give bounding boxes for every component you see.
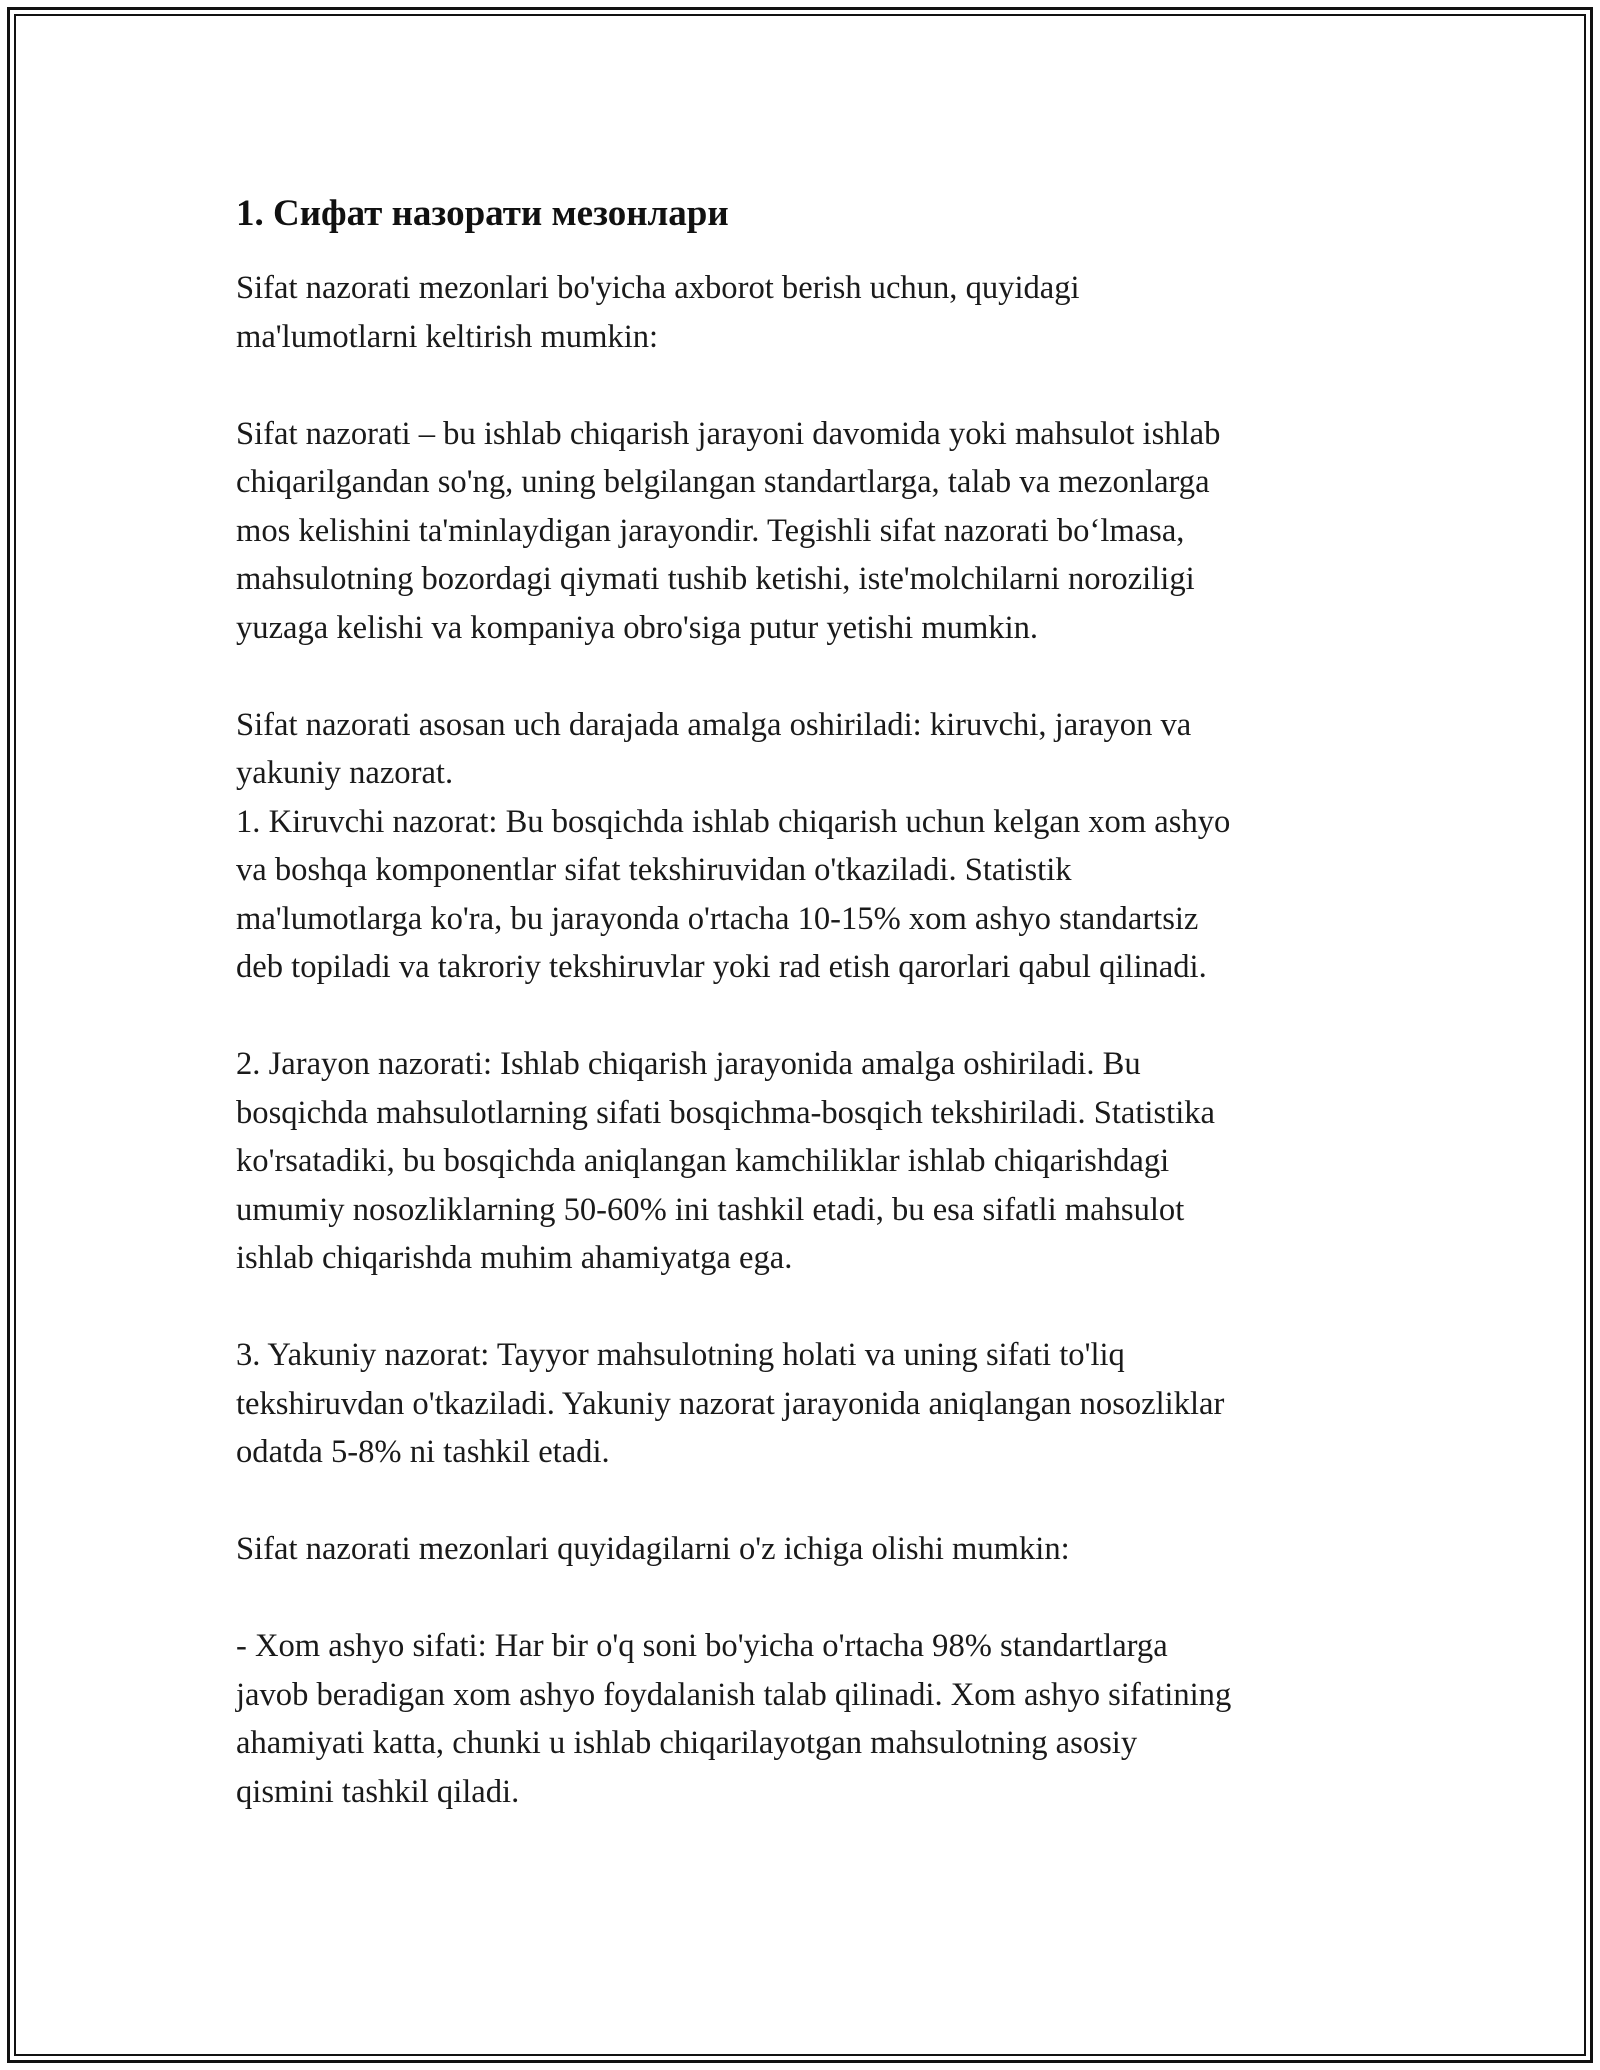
paragraph-definition: Sifat nazorati – bu ishlab chiqarish jarayoni davomida yoki mahsulot ishlab chiqarilgandan so'ng, uning belgilangan standartlarga, talab va mezonlarga mos kelishini ta'minlaydigan jarayondir. Tegishli sifat nazorati bo‘lmasa, mahsulotning bozordagi qiymati tushib ketishi, iste'molchilarni noroziligi yuzaga kelishi va kompaniya obro'siga putur yetishi mumkin. [236, 415, 1221, 646]
paragraph-final-control: 3. Yakuniy nazorat: Tayyor mahsulotning holati va uning sifati to'liq tekshiruvdan o'tkaziladi. Yakuniy nazorat jarayonida aniqlangan nosozliklar odatda 5-8% ni tashkil etadi. [236, 1337, 1225, 1470]
paragraph-gap [236, 1574, 1366, 1623]
section-heading: 1. Сифат назорати мезонлари [236, 193, 729, 234]
paragraph-raw-material-quality: - Xom ashyo sifati: Har bir o'q soni bo'yicha o'rtacha 98% standartlarga javob beradigan xom ashyo foydalanish talab qilinadi. Xom ashyo sifatining ahamiyati katta, chunki u ishlab chiqarilayotgan mahsulotning asosiy qismini tashkil qiladi. [236, 1628, 1232, 1810]
paragraph-gap [236, 361, 1366, 410]
paragraph-criteria-intro: Sifat nazorati mezonlari quyidagilarni o'z ichiga olishi mumkin: [236, 1531, 1070, 1567]
paragraph-incoming-control: Sifat nazorati asosan uch darajada amalga oshiriladi: kiruvchi, jarayon va yakuniy nazorat. 1. Kiruvchi nazorat: Bu bosqichda ishlab chiqarish uchun kelgan xom ashyo va boshqa komponentlar sifat tekshiruvidan o'tkaziladi. Statistik ma'lumotlarga ko'ra, bu jarayonda o'rtacha 10-15% xom ashyo standartsiz deb topiladi va takroriy tekshiruvlar yoki rad etish qarorlari qabul qilinadi. [236, 706, 1231, 985]
paragraph-gap [236, 1477, 1366, 1526]
paragraph-gap [236, 1283, 1366, 1332]
paragraph-intro: Sifat nazorati mezonlari bo'yicha axborot berish uchun, quyidagi ma'lumotlarni keltirish mumkin: [236, 270, 1080, 355]
paragraph-gap [236, 652, 1366, 701]
paragraph-process-control: 2. Jarayon nazorati: Ishlab chiqarish jarayonida amalga oshiriladi. Bu bosqichda mahsulotlarning sifati bosqichma-bosqich tekshiriladi. Statistika ko'rsatadiki, bu bosqichda aniqlangan kamchiliklar ishlab chiqarishdagi umumiy nosozliklarning 50-60% ini tashkil etadi, bu esa sifatli mahsulot ishlab chiqarishda muhim ahamiyatga ega. [236, 1046, 1215, 1276]
paragraph-gap [236, 992, 1366, 1041]
document-body [236, 190, 1366, 1816]
